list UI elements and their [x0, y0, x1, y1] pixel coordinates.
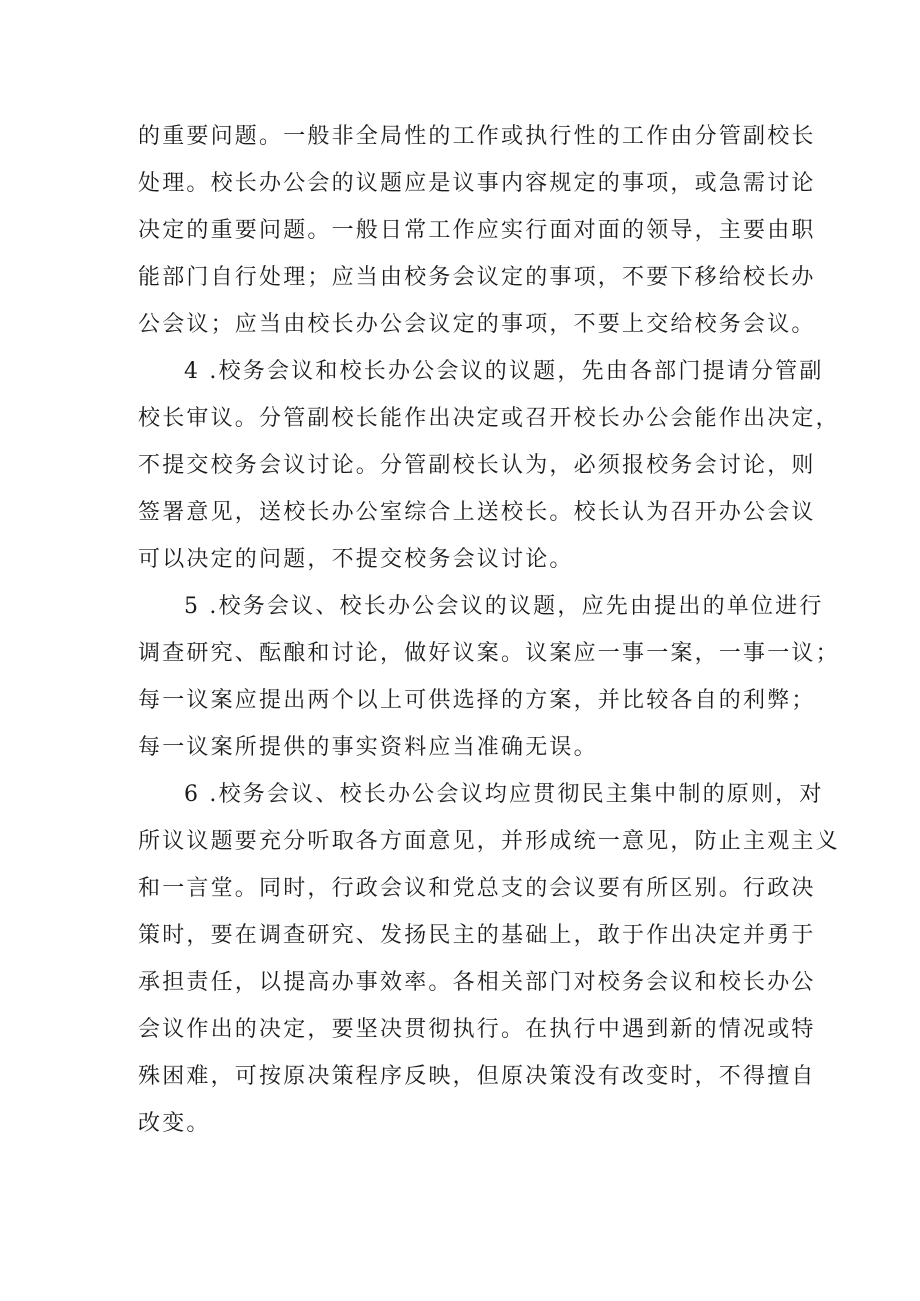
text-line: 5 .校务会议、校长办公会议的议题，应先由提出的单位进行 — [184, 594, 824, 619]
text-line: 公会议；应当由校长办公会议定的事项，不要上交给校务会议。 — [138, 312, 816, 337]
text-line: 签署意见，送校长办公室综合上送校长。校长认为召开办公会议 — [138, 500, 816, 525]
text-line: 策时，要在调查研究、发扬民主的基础上，敢于作出决定并勇于 — [138, 923, 816, 948]
text-line: 和一言堂。同时，行政会议和党总支的会议要有所区别。行政决 — [138, 876, 816, 901]
text-line: 殊困难，可按原决策程序反映，但原决策没有改变时，不得擅自 — [138, 1064, 816, 1089]
text-line: 每一议案应提出两个以上可供选择的方案，并比较各自的利弊； — [138, 688, 816, 713]
text-line: 承担责任，以提高办事效率。各相关部门对校务会议和校长办公 — [138, 970, 816, 995]
text-line: 校长审议。分管副校长能作出决定或召开校长办公会能作出决定， — [138, 406, 840, 431]
text-line: 的重要问题。一般非全局性的工作或执行性的工作由分管副校长 — [138, 124, 816, 149]
paragraph-item-4 — [138, 348, 840, 583]
text-line: 6 .校务会议、校长办公会议均应贯彻民主集中制的原则，对 — [184, 782, 824, 807]
text-line: 处理。校长办公会的议题应是议事内容规定的事项，或急需讨论 — [138, 171, 816, 196]
paragraph-continuation — [138, 113, 816, 348]
paragraph-item-6 — [138, 771, 840, 1147]
text-line: 改变。 — [138, 1111, 211, 1136]
text-line: 会议作出的决定，要坚决贯彻执行。在执行中遇到新的情况或特 — [138, 1017, 816, 1042]
text-line: 可以决定的问题，不提交校务会议讨论。 — [138, 547, 574, 572]
text-line: 调查研究、酝酿和讨论，做好议案。议案应一事一案，一事一议； — [138, 641, 840, 666]
text-line: 4 .校务会议和校长办公会议的议题，先由各部门提请分管副 — [184, 359, 824, 384]
paragraph-item-5 — [138, 583, 840, 771]
text-line: 所议议题要充分听取各方面意见，并形成统一意见，防止主观主义 — [138, 829, 840, 854]
text-line: 能部门自行处理；应当由校务会议定的事项，不要下移给校长办 — [138, 265, 816, 290]
text-line: 不提交校务会议讨论。分管副校长认为，必须报校务会讨论，则 — [138, 453, 816, 478]
document-body — [138, 113, 840, 1147]
text-line: 每一议案所提供的事实资料应当准确无误。 — [138, 735, 598, 760]
text-line: 决定的重要问题。一般日常工作应实行面对面的领导，主要由职 — [138, 218, 816, 243]
